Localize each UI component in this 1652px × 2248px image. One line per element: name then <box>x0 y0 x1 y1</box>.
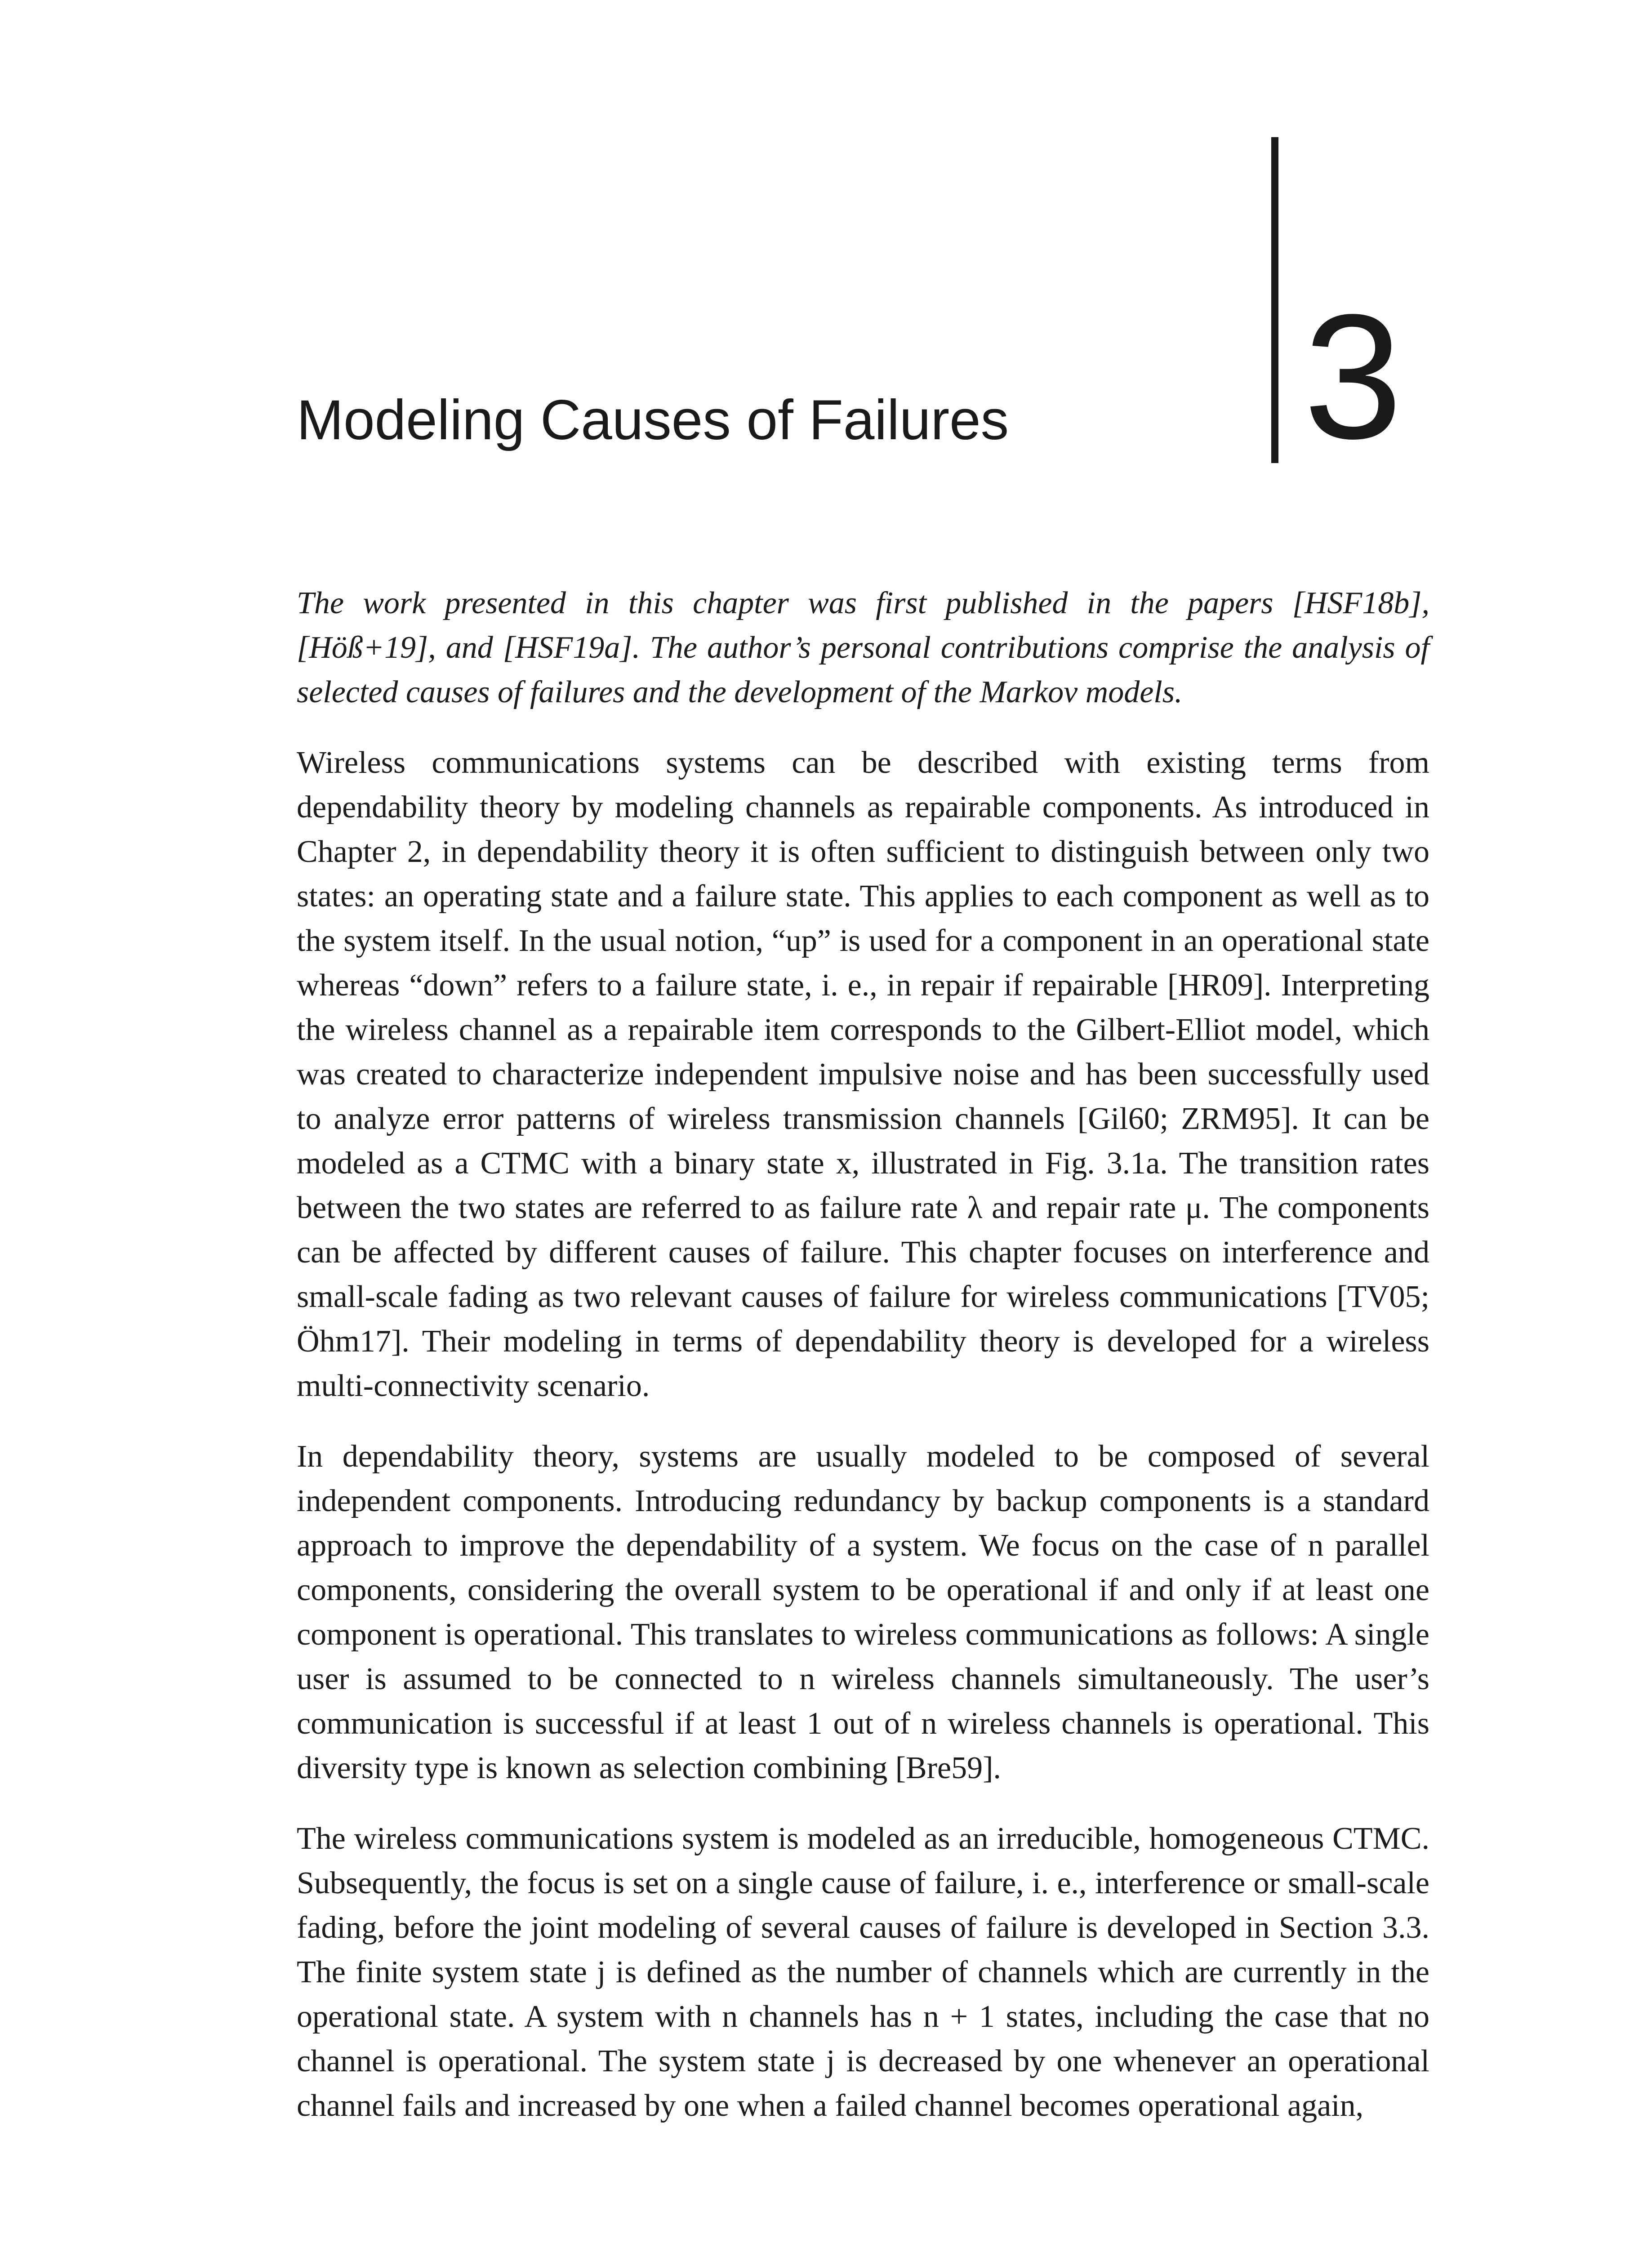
body-paragraph-1: Wireless communications systems can be described with existing terms from dependability theory by modeling channels as repairable components. As introduced in Chapter 2, in dependability theory it is often sufficient to distinguish between only two states: an operating state and a failure state. This applies to each component as well as to the system itself. In the usual notion, “up” is used for a component in an operational state whereas “down” refers to a failure state, i. e., in repair if repairable [HR09]. Interpreting the wireless channel as a repairable item corresponds to the Gilbert-Elliot model, which was created to characterize independent impulsive noise and has been successfully used to analyze error patterns of wireless transmission channels [Gil60; ZRM95]. It can be modeled as a CTMC with a binary state x, illustrated in Fig. 3.1a. The transition rates between the two states are referred to as failure rate λ and repair rate μ. The components can be affected by different causes of failure. This chapter focuses on interference and small-scale fading as two relevant causes of failure for wireless communications [TV05; Öhm17]. Their modeling in terms of dependability theory is developed for a wireless multi-connectivity scenario. <box>297 745 1429 1403</box>
body-paragraph-3: The wireless communications system is modeled as an irreducible, homogeneous CTMC. Subsequently, the focus is set on a single cause of failure, i. e., interference or small-scale fading, before the joint modeling of several causes of failure is developed in Section 3.3. The finite system state j is defined as the number of channels which are currently in the operational state. A system with n channels has n + 1 states, including the case that no channel is operational. The system state j is decreased by one whenever an operational channel fails and increased by one when a failed channel becomes operational again, <box>297 1821 1429 2123</box>
chapter-title: Modeling Causes of Failures <box>297 389 1009 451</box>
chapter-body <box>297 581 1429 2154</box>
chapter-divider <box>1271 137 1278 463</box>
chapter-abstract: The work presented in this chapter was first published in the papers [HSF18b], [Höß+19], and [HSF19a]. The author’s personal contributions comprise the analysis of selected causes of failures and the development of the Markov models. <box>297 586 1429 709</box>
chapter-number: 3 <box>1304 277 1403 476</box>
body-paragraph-2: In dependability theory, systems are usually modeled to be composed of several independent components. Introducing redundancy by backup components is a standard approach to improve the dependability of a system. We focus on the case of n parallel components, considering the overall system to be operational if and only if at least one component is operational. This translates to wireless communications as follows: A single user is assumed to be connected to n wireless channels simultaneously. The user’s communication is successful if at least 1 out of n wireless channels is operational. This diversity type is known as selection combining [Bre59]. <box>297 1439 1429 1785</box>
